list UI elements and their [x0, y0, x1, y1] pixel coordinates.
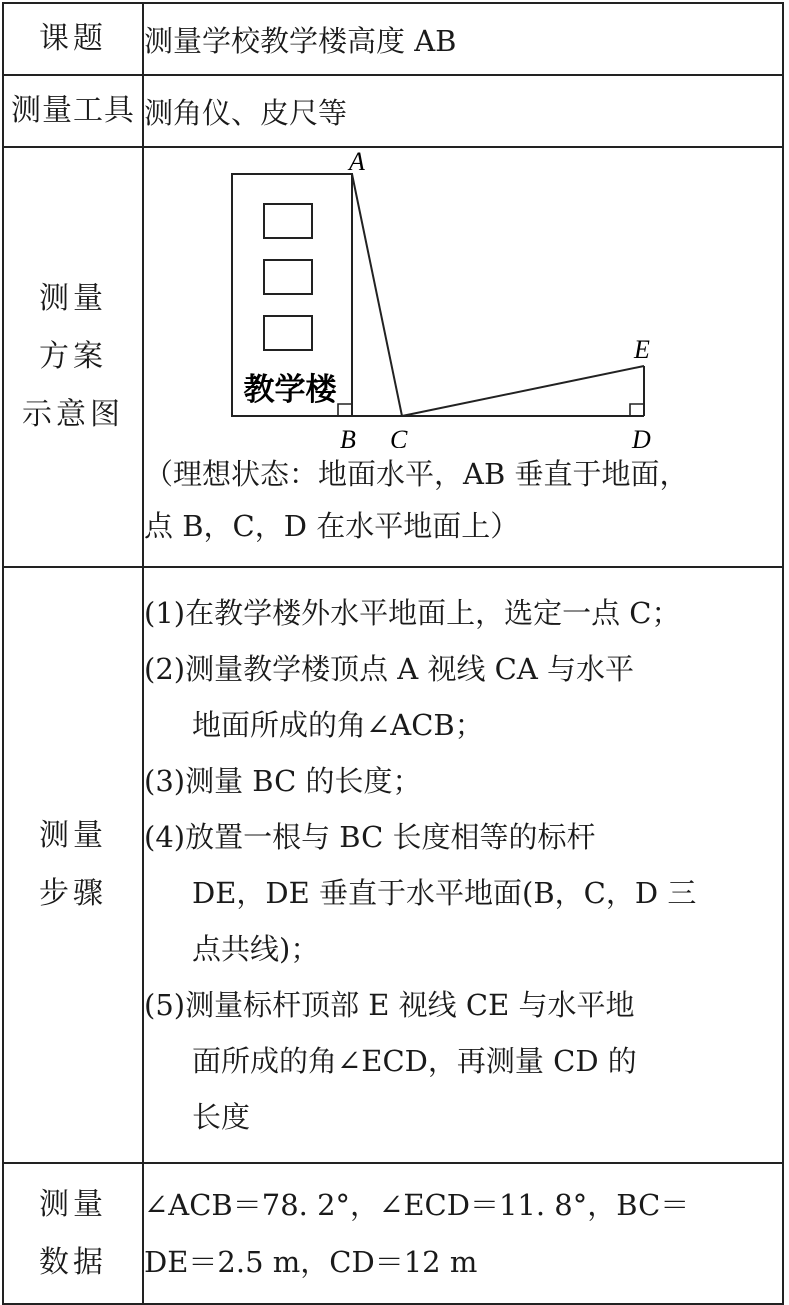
point-e-label: E — [634, 335, 650, 364]
point-b-label: B — [340, 425, 356, 448]
step-2: (2)测量教学楼顶点 A 视线 CA 与水平 — [144, 652, 635, 686]
building-name: 教学楼 — [243, 372, 337, 408]
point-a-label: A — [349, 148, 365, 176]
data-row — [3, 1163, 783, 1304]
measurement-table — [2, 2, 784, 1305]
topic-row — [3, 3, 783, 75]
right-angle-d — [630, 404, 644, 416]
data-cell — [143, 1163, 783, 1304]
step-4-cont-2: 点共线)； — [192, 932, 320, 966]
note-line-1: （理想状态：地面水平，AB 垂直于地面， — [144, 457, 689, 491]
diagram-label: 测量 方案 示意图 — [3, 147, 143, 567]
step-5-cont-1: 面所成的角∠ECD，再测量 CD 的 — [192, 1044, 637, 1078]
step-4-cont-1: DE，DE 垂直于水平地面(B，C，D 三 — [192, 876, 697, 910]
step-2-cont: 地面所成的角∠ACB； — [192, 708, 484, 742]
diagram-row — [3, 147, 783, 567]
window-3 — [264, 316, 312, 350]
sight-line-ca — [352, 174, 402, 416]
steps-row — [3, 567, 783, 1163]
ideal-condition-note — [144, 448, 782, 552]
tools-value: 测角仪、皮尺等 — [143, 75, 783, 147]
data-line-2: DE＝2.5 m，CD＝12 m — [144, 1244, 478, 1279]
diagram-cell — [143, 147, 783, 567]
topic-label: 课题 — [3, 3, 143, 75]
step-4: (4)放置一根与 BC 长度相等的标杆 — [144, 820, 596, 854]
data-line-1: ∠ACB＝78. 2°，∠ECD＝11. 8°，BC＝ — [144, 1187, 690, 1222]
window-1 — [264, 204, 312, 238]
scheme-svg — [144, 148, 764, 448]
note-line-2: 点 B，C，D 在水平地面上） — [144, 509, 520, 543]
sight-line-ce — [402, 366, 644, 416]
point-d-label: D — [632, 425, 651, 448]
tools-row — [3, 75, 783, 147]
steps-label: 测量 步骤 — [3, 567, 143, 1163]
steps-cell — [143, 567, 783, 1163]
step-1: (1)在教学楼外水平地面上，选定一点 C； — [144, 596, 681, 630]
scheme-diagram — [144, 148, 782, 448]
tools-label: 测量工具 — [3, 75, 143, 147]
right-angle-b — [338, 404, 352, 416]
step-5: (5)测量标杆顶部 E 视线 CE 与水平地 — [144, 988, 635, 1022]
topic-value: 测量学校教学楼高度 AB — [143, 3, 783, 75]
window-2 — [264, 260, 312, 294]
data-label: 测量 数据 — [3, 1163, 143, 1304]
step-3: (3)测量 BC 的长度； — [144, 764, 422, 798]
point-c-label: C — [390, 425, 408, 448]
step-5-cont-2: 长度 — [192, 1100, 251, 1134]
